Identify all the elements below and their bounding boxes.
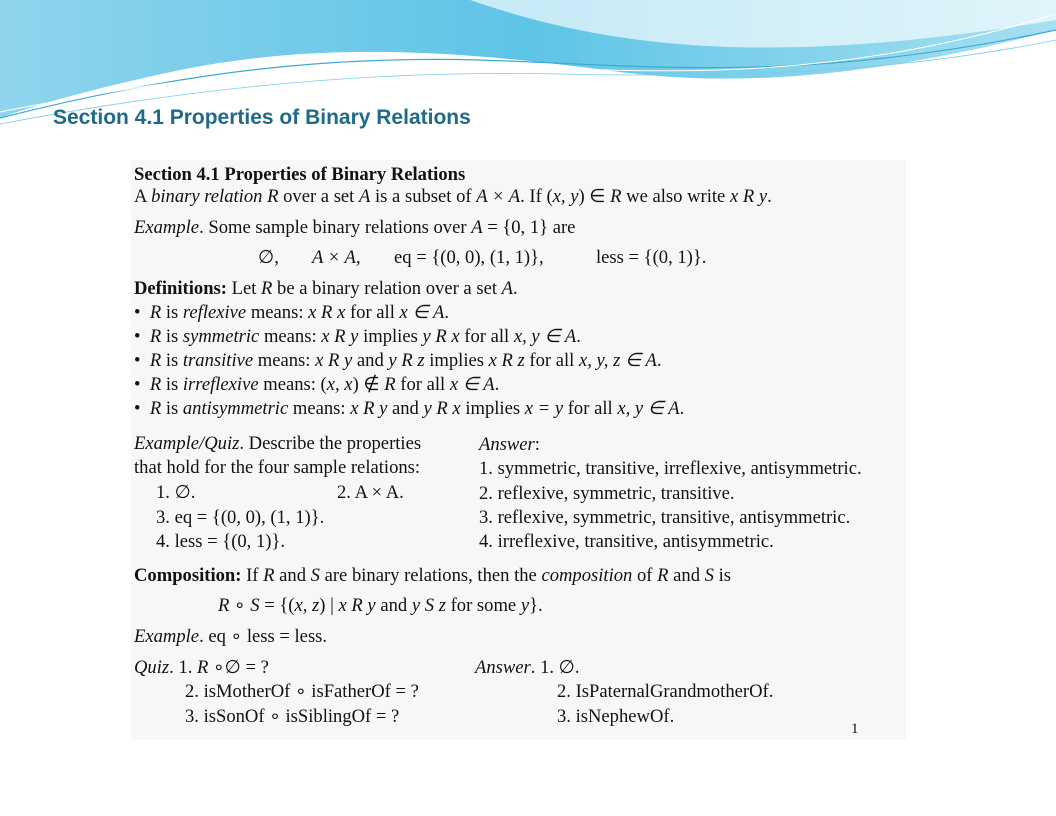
definition-transitive: • R is transitive means: x R y and y R z implies x R z for all x, y, z ∈ A.	[134, 350, 662, 371]
quiz1-prompt-line2: that hold for the four sample relations:	[134, 457, 421, 478]
sample-relation-eq: eq = {(0, 0), (1, 1)},	[394, 247, 544, 268]
definitions-heading: Definitions: Let R be a binary relation over a set A.	[134, 278, 518, 299]
quiz1-prompt-line1: Example/Quiz. Describe the properties	[134, 433, 422, 454]
answer2-item-1: Answer. 1. ∅.	[475, 657, 580, 678]
document-heading: Section 4.1 Properties of Binary Relations	[134, 164, 466, 185]
document-image	[131, 160, 906, 740]
definition-symmetric: • R is symmetric means: x R y implies y R x for all x, y ∈ A.	[134, 326, 581, 347]
sample-relation-product: A × A,	[312, 247, 361, 268]
definition-antisymmetric: • R is antisymmetric means: x R y and y R x implies x = y for all x, y ∈ A.	[134, 398, 685, 419]
bullet: •	[134, 374, 141, 395]
quiz1-item-2: 2. A × A.	[337, 482, 404, 503]
definition-reflexive: • R is reflexive means: x R x for all x ∈ A.	[134, 302, 449, 323]
answer1-item-1: 1. symmetric, transitive, irreflexive, antisymmetric.	[479, 458, 862, 479]
quiz2-item-3: 3. isSonOf ∘ isSiblingOf = ?	[185, 706, 400, 727]
answer1-label: Answer:	[479, 434, 540, 455]
quiz1-item-3: 3. eq = {(0, 0), (1, 1)}.	[156, 507, 325, 528]
bullet: •	[134, 302, 141, 323]
slide-title: Section 4.1 Properties of Binary Relations	[53, 106, 471, 129]
answer2-item-3: 3. isNephewOf.	[557, 706, 675, 727]
composition-example: Example. eq ∘ less = less.	[134, 626, 328, 647]
composition-definition: Composition: If R and S are binary relations, then the composition of R and S is	[134, 565, 732, 586]
answer1-item-3: 3. reflexive, symmetric, transitive, antisymmetric.	[479, 507, 851, 528]
page-number: 1	[851, 721, 859, 737]
quiz2-item-2: 2. isMotherOf ∘ isFatherOf = ?	[185, 681, 419, 702]
answer2-item-2: 2. IsPaternalGrandmotherOf.	[557, 681, 774, 702]
bullet: •	[134, 350, 141, 371]
composition-formula: R ∘ S = {(x, z) | x R y and y S z for some y}.	[218, 595, 543, 616]
bullet: •	[134, 326, 141, 347]
answer1-item-2: 2. reflexive, symmetric, transitive.	[479, 483, 735, 504]
sample-relation-empty: ∅,	[258, 247, 279, 268]
quiz1-item-1: 1. ∅.	[156, 482, 196, 503]
quiz2-item-1: Quiz. 1. R ∘∅ = ?	[134, 657, 269, 678]
binary-relation-definition: A binary relation R over a set A is a subset of A × A. If (x, y) ∈ R we also write x R y.	[134, 186, 772, 207]
definition-irreflexive: • R is irreflexive means: (x, x) ∉ R for all x ∈ A.	[134, 374, 500, 395]
sample-relations-intro: Example. Some sample binary relations over A = {0, 1} are	[134, 217, 576, 238]
sample-relation-less: less = {(0, 1)}.	[596, 247, 707, 268]
bullet: •	[134, 398, 141, 419]
answer1-item-4: 4. irreflexive, transitive, antisymmetric.	[479, 531, 774, 552]
quiz1-item-4: 4. less = {(0, 1)}.	[156, 531, 286, 552]
